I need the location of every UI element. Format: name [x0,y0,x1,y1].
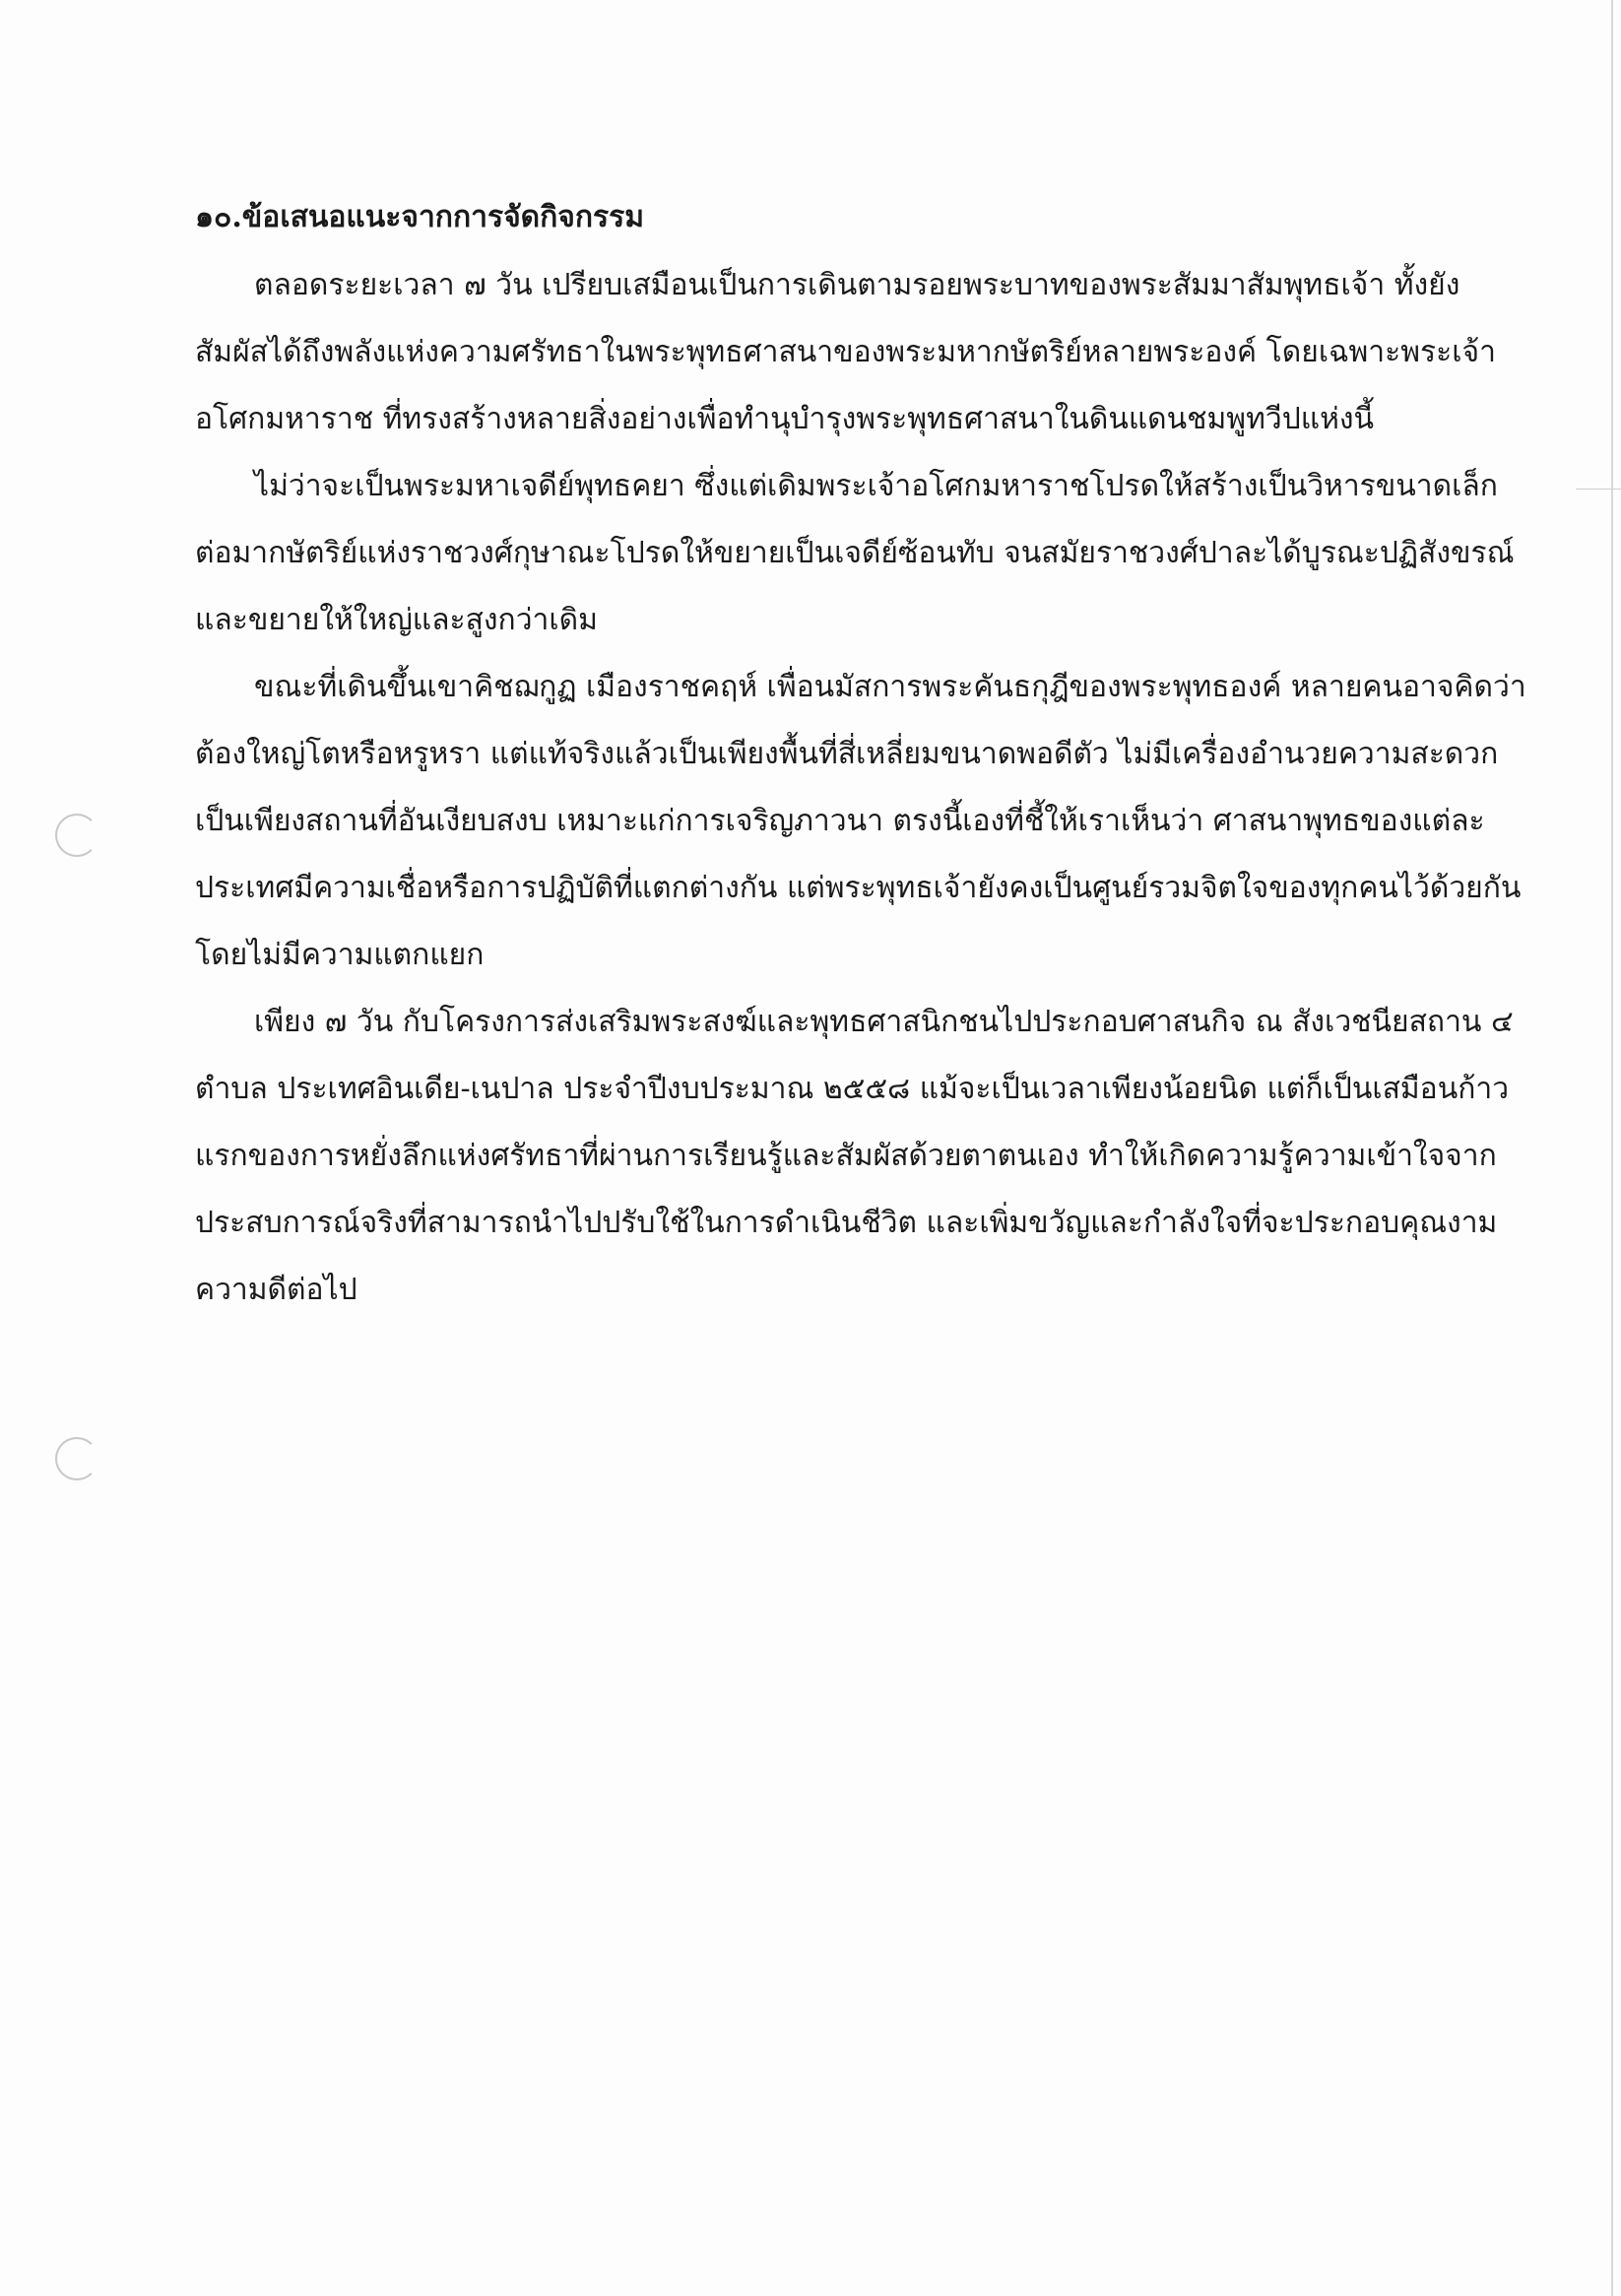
paragraph-line: ประเทศมีความเชื่อหรือการปฏิบัติที่แตกต่างกัน แต่พระพุทธเจ้ายังคงเป็นศูนย์รวมจิตใจของทุกคนไว้ด้วยกัน [195,871,1522,905]
paragraph-4 [195,999,1514,1314]
paragraph-line: ตลอดระยะเวลา ๗ วัน เปรียบเสมือนเป็นการเดินตามรอยพระบาทของพระสัมมาสัมพุทธเจ้า ทั้งยัง [254,268,1460,302]
punch-hole [55,814,98,857]
section-heading: ๑๐.ข้อเสนอแนะจากการจัดกิจกรรม [195,200,645,234]
paragraph-line: อโศกมหาราช ที่ทรงสร้างหลายสิ่งอย่างเพื่อทำนุบำรุงพระพุทธศาสนาในดินแดนชมพูทวีปแห่งนี้ [195,402,1375,436]
paragraph-line: สัมผัสได้ถึงพลังแห่งความศรัทธาในพระพุทธศาสนาของพระมหากษัตริย์หลายพระองค์ โดยเฉพาะพระเจ้า [195,335,1496,369]
paragraph-line: ไม่ว่าจะเป็นพระมหาเจดีย์พุทธคยา ซึ่งแต่เดิมพระเจ้าอโศกมหาราชโปรดให้สร้างเป็นวิหารขนาดเล็ก [254,469,1498,503]
scan-artifact-line [1576,489,1621,490]
paragraph-line: ขณะที่เดินขึ้นเขาคิชฌกูฏ เมืองราชคฤห์ เพื่อนมัสการพระคันธกุฎีของพระพุทธองค์ หลายคนอาจคิดว่า [254,670,1526,704]
paragraph-line: ความดีต่อไป [195,1273,357,1307]
paragraph-line: ต่อมากษัตริย์แห่งราชวงศ์กุษาณะโปรดให้ขยายเป็นเจดีย์ซ้อนทับ จนสมัยราชวงศ์ปาละได้บูรณะปฏิสังขรณ์ [195,536,1515,570]
paragraph-line: ประสบการณ์จริงที่สามารถนำไปปรับใช้ในการดำเนินชีวิต และเพิ่มขวัญและกำลังใจที่จะประกอบคุณงาม [195,1206,1498,1240]
paragraph-1 [195,262,1496,443]
paragraph-2 [195,463,1515,644]
scan-edge [1611,0,1613,2296]
paragraph-3 [195,664,1526,979]
paragraph-line: ต้องใหญ่โตหรือหรูหรา แต่แท้จริงแล้วเป็นเพียงพื้นที่สี่เหลี่ยมขนาดพอดีตัว ไม่มีเครื่องอำนวยความสะดวก [195,737,1499,771]
paragraph-line: แรกของการหยั่งลึกแห่งศรัทธาที่ผ่านการเรียนรู้และสัมผัสด้วยตาตนเอง ทำให้เกิดความรู้ความเข้าใจจาก [195,1139,1497,1173]
paragraph-line: เพียง ๗ วัน กับโครงการส่งเสริมพระสงฆ์และพุทธศาสนิกชนไปประกอบศาสนกิจ ณ สังเวชนียสถาน ๔ [254,1005,1514,1039]
document-body [195,195,1526,1334]
paragraph-line: ตำบล ประเทศอินเดีย-เนปาล ประจำปีงบประมาณ ๒๕๕๘ แม้จะเป็นเวลาเพียงน้อยนิด แต่ก็เป็นเสมือนก้าว [195,1072,1510,1106]
paragraph-line: และขยายให้ใหญ่และสูงกว่าเดิม [195,603,598,637]
paragraph-line: โดยไม่มีความแตกแยก [195,938,485,972]
paragraph-line: เป็นเพียงสถานที่อันเงียบสงบ เหมาะแก่การเจริญภาวนา ตรงนี้เองที่ชี้ให้เราเห็นว่า ศาสนาพุทธของแต่ละ [195,804,1485,838]
punch-hole [55,1437,98,1480]
